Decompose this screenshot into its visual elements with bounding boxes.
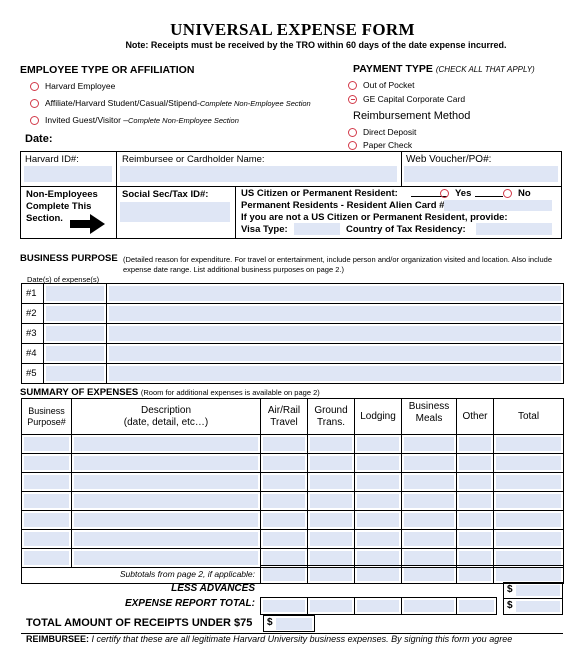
- ssn-label: Social Sec/Tax ID#:: [122, 189, 209, 200]
- col-air-rail: Air/Rail Travel: [261, 399, 308, 435]
- description-cell[interactable]: [72, 511, 261, 530]
- radio-icon[interactable]: [348, 141, 357, 150]
- business-purpose-table: [21, 283, 564, 384]
- amount-cell[interactable]: [402, 530, 457, 549]
- amount-cell[interactable]: [261, 530, 308, 549]
- reimbursee-name-label: Reimbursee or Cardholder Name:: [122, 154, 265, 165]
- radio-icon[interactable]: [348, 81, 357, 90]
- radio-icon[interactable]: [348, 128, 357, 137]
- row-number: #2: [22, 304, 44, 324]
- amount-cell[interactable]: [402, 511, 457, 530]
- amount-cell[interactable]: [308, 454, 355, 473]
- payment-type-heading: PAYMENT TYPE (CHECK ALL THAT APPLY): [353, 63, 535, 75]
- harvard-id-field[interactable]: [24, 166, 112, 182]
- table-row: [22, 511, 564, 530]
- amount-cell[interactable]: [261, 511, 308, 530]
- table-row: [22, 284, 564, 304]
- table-row: [22, 364, 564, 384]
- radio-icon[interactable]: [440, 189, 449, 198]
- date-label: Date:: [25, 133, 53, 145]
- visa-type-label: Visa Type:: [241, 224, 288, 235]
- row-number: #4: [22, 344, 44, 364]
- subtotals-label: Subtotals from page 2, if applicable:: [119, 569, 255, 579]
- table-row: [22, 492, 564, 511]
- description-cell[interactable]: [72, 435, 261, 454]
- form-title: UNIVERSAL EXPENSE FORM: [170, 20, 415, 39]
- option-affiliate[interactable]: Affiliate/Harvard Student/Casual/Stipend- Complete Non-Employee Section: [30, 98, 311, 108]
- col-lodging: Lodging: [355, 399, 402, 435]
- employee-type-heading: EMPLOYEE TYPE OR AFFILIATION: [20, 64, 195, 76]
- amount-cell[interactable]: [457, 454, 494, 473]
- date-cell[interactable]: [44, 324, 107, 344]
- amount-cell[interactable]: [261, 492, 308, 511]
- amount-cell[interactable]: [355, 435, 402, 454]
- date-cell[interactable]: [44, 304, 107, 324]
- amount-cell[interactable]: [402, 454, 457, 473]
- total-cell[interactable]: [494, 435, 564, 454]
- grand-total-column: [503, 582, 563, 615]
- tax-country-field[interactable]: [476, 223, 552, 235]
- summary-header-row: [22, 399, 564, 435]
- business-purpose-heading: BUSINESS PURPOSE: [20, 253, 118, 264]
- alien-card-field[interactable]: [444, 200, 552, 211]
- amount-cell[interactable]: [355, 492, 402, 511]
- option-corporate-card[interactable]: GE Capital Corporate Card: [348, 94, 465, 104]
- purpose-cell[interactable]: [22, 454, 72, 473]
- amount-cell[interactable]: [457, 530, 494, 549]
- dates-header: Date(s) of expense(s): [27, 275, 100, 284]
- table-row: [22, 454, 564, 473]
- description-cell[interactable]: [72, 530, 261, 549]
- receipt-note: Note: Receipts must be received by the TRO within 60 days of the date expense incurred.: [125, 40, 507, 50]
- amount-cell[interactable]: [457, 492, 494, 511]
- divider: [20, 186, 562, 187]
- amount-cell[interactable]: [308, 530, 355, 549]
- description-cell[interactable]: [72, 549, 261, 568]
- table-row: [22, 324, 564, 344]
- amount-cell[interactable]: [402, 473, 457, 492]
- purpose-cell[interactable]: [22, 511, 72, 530]
- total-cell[interactable]: [402, 598, 457, 615]
- col-ground: Ground Trans.: [308, 399, 355, 435]
- radio-icon[interactable]: [30, 82, 39, 91]
- option-harvard-employee[interactable]: Harvard Employee: [30, 81, 115, 91]
- purpose-cell[interactable]: [107, 304, 564, 324]
- col-total: Total: [494, 399, 564, 435]
- arrow-right-icon: [70, 214, 106, 234]
- divider: [116, 151, 117, 239]
- subtotal-cell[interactable]: [494, 566, 564, 584]
- alien-card-label: Permanent Residents - Resident Alien Card #: [241, 200, 445, 211]
- divider: [21, 565, 22, 583]
- ssn-field[interactable]: [120, 202, 230, 222]
- table-row: [22, 304, 564, 324]
- table-row: [22, 473, 564, 492]
- harvard-id-label: Harvard ID#:: [25, 154, 79, 165]
- purpose-cell[interactable]: [107, 324, 564, 344]
- amount-cell[interactable]: [308, 492, 355, 511]
- option-paper-check[interactable]: Paper Check: [348, 140, 412, 150]
- total-cell[interactable]: [494, 473, 564, 492]
- radio-icon[interactable]: [348, 95, 357, 104]
- divider: [235, 186, 236, 239]
- amount-cell[interactable]: [355, 454, 402, 473]
- purpose-cell[interactable]: [22, 435, 72, 454]
- date-cell[interactable]: [44, 364, 107, 384]
- purpose-cell[interactable]: [107, 284, 564, 304]
- col-description: Description (date, detail, etc…): [72, 399, 261, 435]
- total-cell[interactable]: [494, 530, 564, 549]
- radio-icon[interactable]: [503, 189, 512, 198]
- amount-cell[interactable]: [457, 511, 494, 530]
- total-cell[interactable]: [355, 598, 402, 615]
- less-advances-label: LESS ADVANCES: [171, 583, 255, 594]
- tax-country-label: Country of Tax Residency:: [346, 224, 466, 235]
- citizen-yes-option[interactable]: Yes: [440, 188, 471, 199]
- total-cell[interactable]: [261, 598, 308, 615]
- certification-text: REIMBURSEE: I certify that these are all legitimate Harvard University business expenses. By signing this form you agree: [26, 634, 513, 644]
- amount-cell[interactable]: [308, 511, 355, 530]
- radio-icon[interactable]: [30, 116, 39, 125]
- non-citizen-label: If you are not a US Citizen or Permanent Resident, provide:: [241, 212, 508, 223]
- reimbursement-method-heading: Reimbursement Method: [353, 110, 471, 122]
- row-number: #1: [22, 284, 44, 304]
- col-other: Other: [457, 399, 494, 435]
- purpose-cell[interactable]: [107, 364, 564, 384]
- total-cell[interactable]: [494, 492, 564, 511]
- subtotal-cell[interactable]: [402, 566, 457, 584]
- amount-cell[interactable]: [355, 473, 402, 492]
- amount-cell[interactable]: [402, 492, 457, 511]
- subtotal-cell[interactable]: [355, 566, 402, 584]
- description-cell[interactable]: [72, 473, 261, 492]
- row-number: #3: [22, 324, 44, 344]
- table-row: [22, 435, 564, 454]
- report-total-cell[interactable]: $: [504, 599, 563, 615]
- amount-cell[interactable]: [355, 530, 402, 549]
- less-advances-cell[interactable]: $: [504, 583, 563, 599]
- radio-icon[interactable]: [30, 99, 39, 108]
- purpose-cell[interactable]: [22, 473, 72, 492]
- visa-type-field[interactable]: [294, 223, 340, 235]
- receipts-under-field[interactable]: $: [263, 615, 315, 632]
- subtotal-cell[interactable]: [261, 566, 308, 584]
- citizen-no-line: [475, 196, 503, 197]
- description-cell[interactable]: [72, 492, 261, 511]
- purpose-cell[interactable]: [22, 549, 72, 568]
- amount-cell[interactable]: [457, 435, 494, 454]
- web-voucher-field[interactable]: [404, 166, 558, 182]
- amount-cell[interactable]: [308, 435, 355, 454]
- date-cell[interactable]: [44, 344, 107, 364]
- web-voucher-label: Web Voucher/PO#:: [406, 154, 492, 165]
- option-out-of-pocket[interactable]: Out of Pocket: [348, 80, 415, 90]
- non-employee-note: Non-Employees Complete This Section.: [26, 189, 98, 224]
- purpose-cell[interactable]: [22, 492, 72, 511]
- row-number: #5: [22, 364, 44, 384]
- table-row: [22, 530, 564, 549]
- report-total-label: EXPENSE REPORT TOTAL:: [124, 598, 255, 609]
- col-business-purpose: Business Purpose#: [22, 399, 72, 435]
- subtotal-cell[interactable]: [308, 566, 355, 584]
- date-cell[interactable]: [44, 284, 107, 304]
- purpose-cell[interactable]: [22, 530, 72, 549]
- divider: [401, 151, 402, 187]
- amount-cell[interactable]: [308, 473, 355, 492]
- purpose-cell[interactable]: [107, 344, 564, 364]
- summary-table: [21, 398, 564, 568]
- reimbursee-name-field[interactable]: [120, 166, 397, 182]
- citizen-label: US Citizen or Permanent Resident:: [241, 188, 398, 199]
- option-invited-guest[interactable]: Invited Guest/Visitor – Complete Non-Employee Section: [30, 115, 239, 125]
- business-purpose-detail: (Detailed reason for expenditure. For travel or entertainment, include person and/or organization visited and location. Also include expense date range. List additional business purposes on page 2.): [123, 255, 552, 274]
- citizen-no-option[interactable]: No: [503, 188, 531, 199]
- total-cell[interactable]: [494, 454, 564, 473]
- receipts-under-label: TOTAL AMOUNT OF RECEIPTS UNDER $75: [26, 617, 253, 629]
- amount-cell[interactable]: [261, 454, 308, 473]
- table-row: [22, 344, 564, 364]
- option-direct-deposit[interactable]: Direct Deposit: [348, 127, 416, 137]
- amount-cell[interactable]: [402, 435, 457, 454]
- amount-cell[interactable]: [261, 435, 308, 454]
- amount-cell[interactable]: [457, 473, 494, 492]
- total-cell[interactable]: [308, 598, 355, 615]
- amount-cell[interactable]: [355, 511, 402, 530]
- total-cell[interactable]: [457, 598, 497, 615]
- description-cell[interactable]: [72, 454, 261, 473]
- report-total-row: [260, 597, 497, 615]
- total-cell[interactable]: [494, 511, 564, 530]
- subtotal-cell[interactable]: [457, 566, 494, 584]
- amount-cell[interactable]: [261, 473, 308, 492]
- col-meals: Business Meals: [402, 399, 457, 435]
- summary-heading: SUMMARY OF EXPENSES (Room for additional expenses is available on page 2): [20, 387, 320, 398]
